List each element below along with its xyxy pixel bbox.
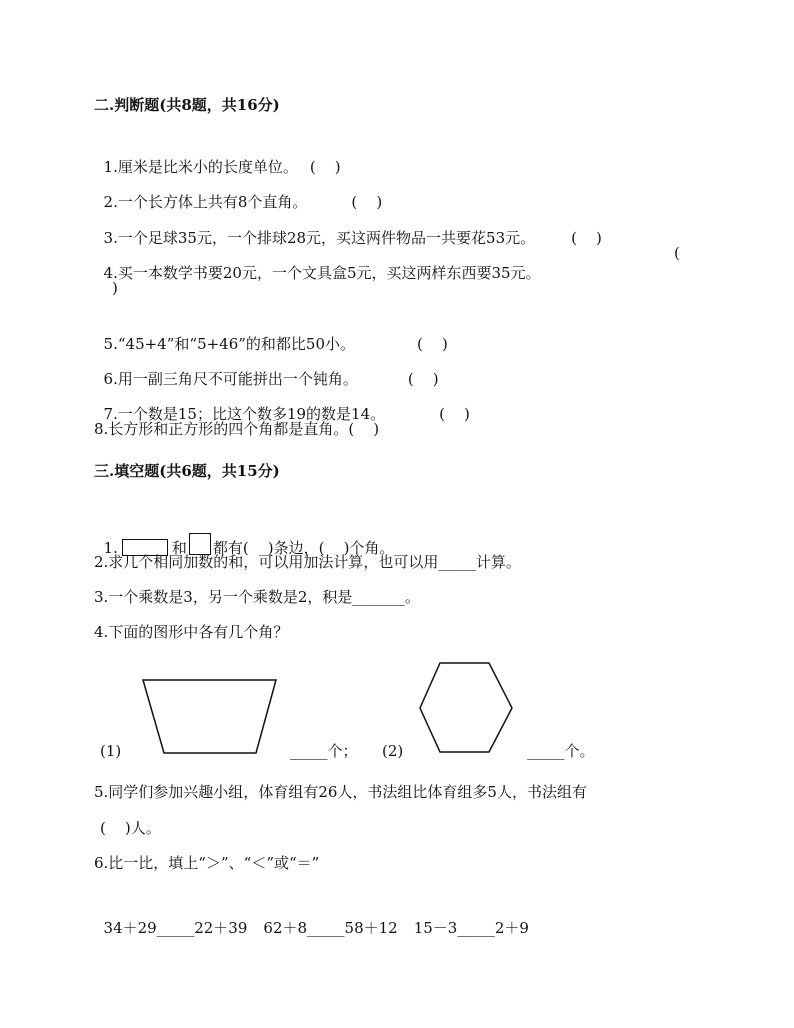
- section-2-title: 二.判断题(共8题，共16分): [94, 96, 280, 114]
- question-text: 1.厘米是比米小的长度单位。: [103, 158, 298, 176]
- question-text: 4.买一本数学书要20元，一个文具盒5元，买这两样东西要35元。: [103, 264, 541, 282]
- figure-blank-2[interactable]: _____个。: [527, 742, 595, 760]
- answer-paren-close[interactable]: ): [112, 279, 118, 297]
- question-text: 6.用一副三角尺不可能拼出一个钝角。: [103, 370, 358, 388]
- compare-expr-1[interactable]: 34＋29_____22＋39: [103, 919, 248, 937]
- answer-paren-open[interactable]: (: [674, 244, 680, 262]
- compare-expr-3[interactable]: 15－3_____2＋9: [413, 919, 529, 937]
- section-3-title: 三.填空题(共6题，共15分): [94, 462, 280, 480]
- answer-paren[interactable]: ( ): [351, 193, 383, 211]
- question-number: 1.: [103, 539, 118, 557]
- question-3-6: 6.比一比，填上“＞”、“＜”或“＝”: [94, 854, 320, 872]
- trapezoid-shape: [143, 680, 276, 753]
- question-text: 2.一个长方体上共有8个直角。: [103, 193, 308, 211]
- question-3-5-line2[interactable]: ( )人。: [100, 819, 161, 837]
- question-text: 3.一个足球35元，一个排球28元，买这两件物品一共要花53元。: [103, 229, 536, 247]
- question-text: 都有( )条边，( )个角。: [212, 539, 395, 557]
- question-3-3: 3.一个乘数是3，另一个乘数是2，积是_______。: [94, 588, 420, 606]
- answer-paren[interactable]: ( ): [417, 335, 448, 353]
- question-text: 7.一个数是15；比这个数多19的数是14。: [103, 405, 386, 423]
- figure-blank-1[interactable]: _____个；: [290, 742, 358, 760]
- answer-paren[interactable]: ( ): [309, 158, 341, 176]
- hexagon-shape: [420, 663, 512, 752]
- question-2-8: 8.长方形和正方形的四个角都是直角。( ): [94, 420, 380, 438]
- answer-paren[interactable]: ( ): [571, 229, 602, 247]
- question-3-2: 2.求几个相同加数的和，可以用加法计算，也可以用_____计算。: [94, 553, 521, 571]
- question-3-4: 4.下面的图形中各有几个角？: [94, 623, 289, 641]
- compare-expr-2[interactable]: 62＋8_____58＋12: [263, 919, 398, 937]
- question-text: 5.“45+4”和“5+46”的和都比50小。: [103, 335, 356, 353]
- compare-expressions: [94, 898, 529, 938]
- answer-paren[interactable]: ( ): [439, 405, 470, 423]
- figure-label-1: (1): [100, 742, 122, 760]
- figure-label-2: (2): [382, 742, 404, 760]
- question-3-5-line1: 5.同学们参加兴趣小组，体育组有26人，书法组比体育组多5人，书法组有: [94, 783, 587, 801]
- and-text: 和: [171, 539, 187, 557]
- answer-paren[interactable]: ( ): [407, 370, 439, 388]
